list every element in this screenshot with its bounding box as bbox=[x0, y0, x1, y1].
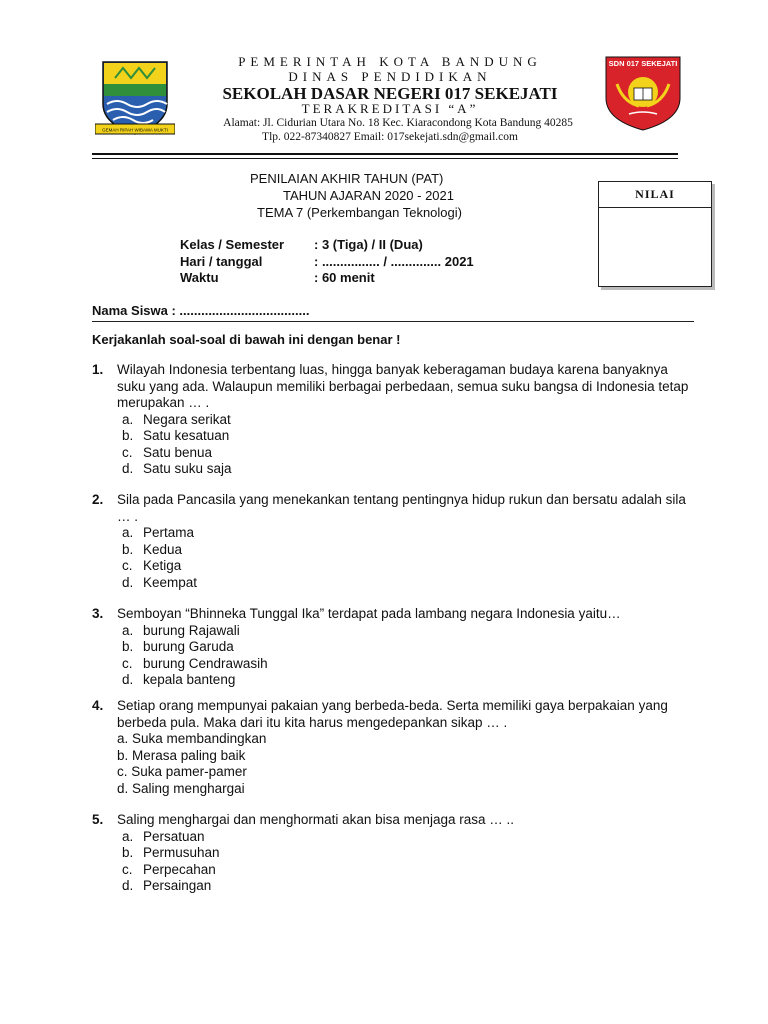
question-text: Semboyan “Bhinneka Tunggal Ika” terdapat pada lambang negara Indonesia yaitu… bbox=[117, 606, 621, 621]
info-value: : ................ / .............. 2021 bbox=[314, 254, 474, 269]
info-value: : 60 menit bbox=[314, 270, 375, 285]
option-item[interactable] bbox=[122, 542, 692, 559]
option-item[interactable] bbox=[122, 525, 692, 542]
option-text: burung Rajawali bbox=[143, 622, 240, 638]
option-letter: c. bbox=[122, 558, 133, 573]
letterhead-contact: Tlp. 022-87340827 Email: 017sekejati.sdn@gmail.com bbox=[262, 131, 518, 143]
option-text: Keempat bbox=[143, 574, 198, 590]
option-item[interactable] bbox=[117, 748, 692, 765]
option-item[interactable] bbox=[122, 558, 692, 575]
option-text: Satu kesatuan bbox=[143, 428, 230, 443]
option-text: Persaingan bbox=[143, 878, 212, 893]
option-list bbox=[122, 412, 692, 478]
info-day-date bbox=[180, 254, 474, 269]
option-letter: d. bbox=[122, 878, 134, 893]
option-item[interactable] bbox=[117, 764, 692, 781]
option-letter: a. bbox=[122, 525, 134, 540]
letterhead-divider-thick bbox=[92, 153, 678, 155]
option-letter: a. bbox=[122, 411, 134, 427]
option-text: Negara serikat bbox=[143, 411, 231, 427]
student-name-field[interactable]: Nama Siswa : .................................... bbox=[92, 303, 310, 318]
option-letter: d. bbox=[122, 461, 134, 476]
option-letter: d. bbox=[117, 780, 129, 796]
option-text: Suka membandingkan bbox=[132, 731, 267, 746]
score-label: NILAI bbox=[599, 182, 711, 208]
question-text: Wilayah Indonesia terbentang luas, hingga banyak keberagaman budaya karena banyaknya suku yang ada. Walaupun memiliki berbagai perbedaan, semua suku bangsa di Indonesia tetap merupakan … . bbox=[117, 362, 689, 410]
exam-year: TAHUN AJARAN 2020 - 2021 bbox=[283, 188, 454, 203]
option-text: Satu benua bbox=[143, 444, 213, 460]
option-list bbox=[122, 623, 692, 689]
option-text: Satu suku saja bbox=[143, 461, 232, 476]
option-letter: c. bbox=[117, 764, 128, 779]
badge-text: SDN 017 SEKEJATI bbox=[608, 59, 678, 68]
option-text: burung Garuda bbox=[143, 639, 234, 654]
option-item[interactable] bbox=[122, 412, 692, 429]
option-text: Merasa paling baik bbox=[132, 747, 246, 763]
info-label: Hari / tanggal bbox=[180, 254, 263, 269]
question-5 bbox=[92, 812, 692, 895]
question-number: 4. bbox=[92, 698, 104, 713]
option-item[interactable] bbox=[122, 575, 692, 592]
info-label: Kelas / Semester bbox=[180, 237, 285, 252]
question-number: 5. bbox=[92, 812, 104, 827]
letterhead-department: DINAS PENDIDIKAN bbox=[288, 69, 492, 84]
question-text: Sila pada Pancasila yang menekankan tentang pentingnya hidup rukun dan bersatu adalah sila … . bbox=[117, 492, 686, 524]
letterhead-divider-thin bbox=[92, 158, 678, 159]
option-letter: a. bbox=[117, 731, 129, 746]
option-item[interactable] bbox=[122, 672, 692, 689]
info-label: Waktu bbox=[180, 270, 219, 285]
option-letter: c. bbox=[122, 444, 133, 460]
letterhead-school-name: SEKOLAH DASAR NEGERI 017 SEKEJATI bbox=[222, 84, 558, 103]
option-item[interactable] bbox=[122, 461, 692, 478]
letterhead-accreditation: TERAKREDITASI “A” bbox=[301, 101, 479, 116]
question-2 bbox=[92, 492, 692, 591]
option-letter: c. bbox=[122, 861, 133, 877]
option-letter: b. bbox=[122, 845, 134, 860]
option-letter: a. bbox=[122, 828, 134, 844]
question-text: Setiap orang mempunyai pakaian yang berbeda-beda. Serta memiliki gaya berpakaian yang berbeda pula. Maka dari itu kita harus mengedepankan sikap … . bbox=[117, 698, 668, 730]
question-4 bbox=[92, 698, 692, 797]
question-number: 1. bbox=[92, 362, 104, 377]
option-letter: b. bbox=[117, 747, 129, 763]
school-badge-logo bbox=[603, 54, 683, 132]
option-letter: a. bbox=[122, 622, 134, 638]
option-letter: b. bbox=[122, 428, 134, 443]
option-text: Ketiga bbox=[143, 558, 182, 573]
exam-theme: TEMA 7 (Perkembangan Teknologi) bbox=[257, 205, 462, 220]
letterhead-address: Alamat: Jl. Cidurian Utara No. 18 Kec. Kiaracondong Kota Bandung 40285 bbox=[223, 117, 573, 129]
option-text: Suka pamer-pamer bbox=[131, 764, 247, 779]
option-item[interactable] bbox=[117, 731, 692, 748]
question-number: 2. bbox=[92, 492, 104, 507]
info-class-semester bbox=[180, 237, 423, 252]
option-text: Kedua bbox=[143, 541, 183, 557]
option-text: burung Cendrawasih bbox=[143, 655, 268, 671]
question-number: 3. bbox=[92, 606, 104, 621]
question-text: Saling menghargai dan menghormati akan bisa menjaga rasa … .. bbox=[117, 812, 514, 827]
option-item[interactable] bbox=[122, 623, 692, 640]
question-1 bbox=[92, 362, 692, 478]
option-item[interactable] bbox=[122, 862, 692, 879]
instruction: Kerjakanlah soal-soal di bawah ini dengan benar ! bbox=[92, 332, 401, 347]
option-list bbox=[122, 829, 692, 895]
info-time bbox=[180, 270, 375, 285]
option-text: Saling menghargai bbox=[132, 780, 245, 796]
option-list bbox=[122, 525, 692, 591]
option-item[interactable] bbox=[122, 428, 692, 445]
question-3 bbox=[92, 606, 692, 689]
option-item[interactable] bbox=[117, 781, 692, 798]
option-text: Perpecahan bbox=[143, 861, 216, 877]
letterhead-government: PEMERINTAH KOTA BANDUNG bbox=[238, 54, 542, 69]
option-letter: d. bbox=[122, 574, 134, 590]
option-item[interactable] bbox=[122, 878, 692, 895]
emblem-banner-text: GEMAH RIPAH WIBAWA MUKTI bbox=[102, 127, 168, 133]
option-text: kepala banteng bbox=[143, 672, 236, 687]
option-letter: c. bbox=[122, 655, 133, 671]
info-value: : 3 (Tiga) / II (Dua) bbox=[314, 237, 423, 252]
option-letter: d. bbox=[122, 672, 134, 687]
option-letter: b. bbox=[122, 541, 134, 557]
score-box[interactable] bbox=[598, 181, 712, 287]
option-text: Persatuan bbox=[143, 828, 205, 844]
option-item[interactable] bbox=[122, 829, 692, 846]
option-item[interactable] bbox=[122, 639, 692, 656]
bandung-city-emblem bbox=[95, 58, 175, 140]
option-text: Permusuhan bbox=[143, 845, 220, 860]
name-underline bbox=[92, 321, 694, 322]
option-letter: b. bbox=[122, 639, 134, 654]
exam-title: PENILAIAN AKHIR TAHUN (PAT) bbox=[250, 171, 444, 186]
option-item[interactable] bbox=[122, 845, 692, 862]
option-item[interactable] bbox=[122, 656, 692, 673]
option-item[interactable] bbox=[122, 445, 692, 462]
option-list bbox=[117, 731, 692, 797]
option-text: Pertama bbox=[143, 525, 195, 540]
